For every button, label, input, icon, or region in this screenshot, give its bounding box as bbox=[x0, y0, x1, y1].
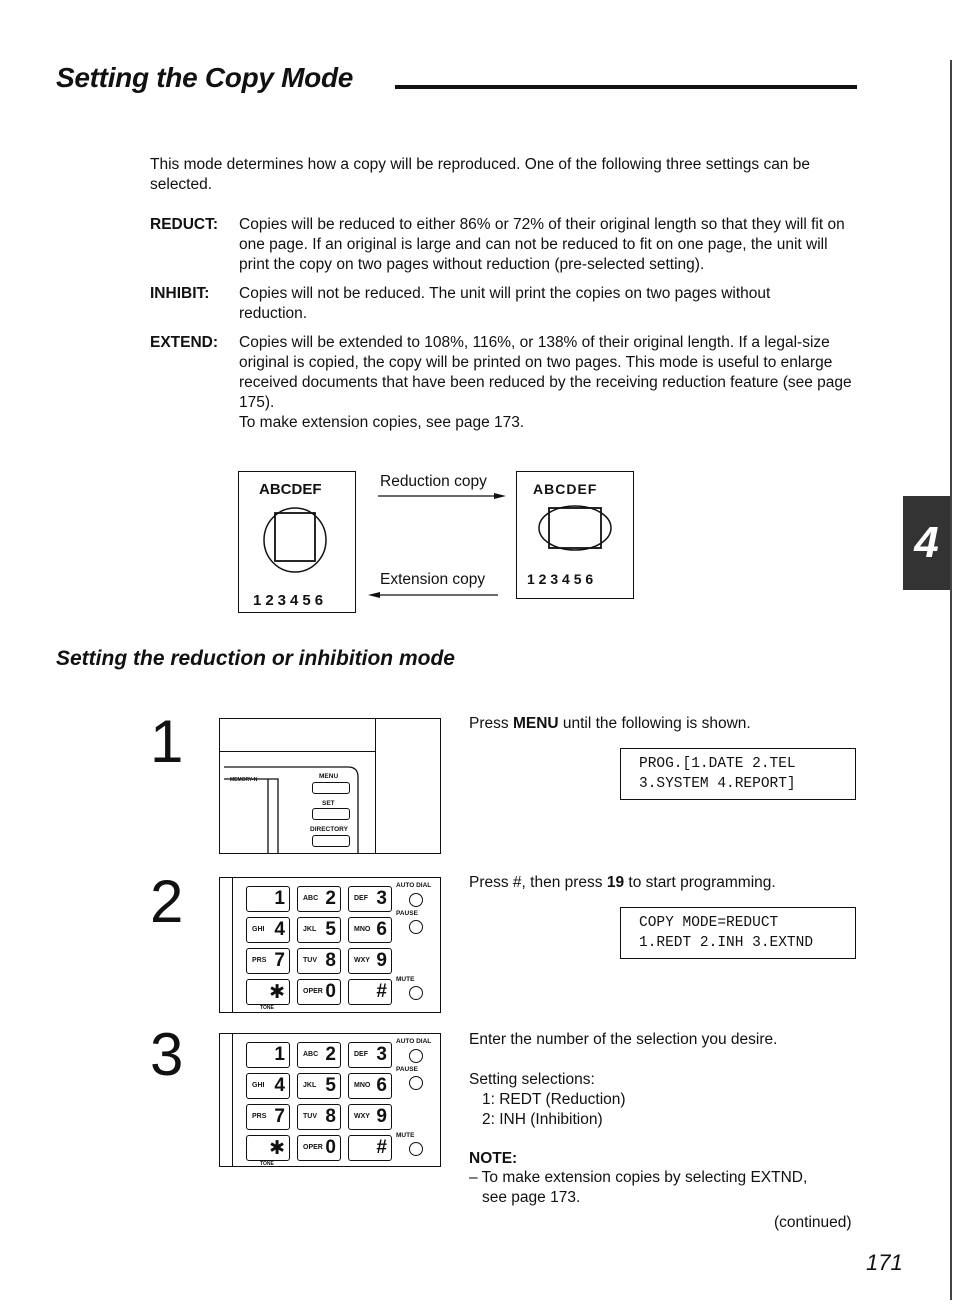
keypad-figure-step-2 bbox=[219, 877, 441, 1013]
key-digit: 8 bbox=[325, 950, 336, 971]
key-digit: ✱ bbox=[269, 982, 285, 1003]
chapter-tab: 4 bbox=[903, 496, 950, 590]
keypad-key[interactable] bbox=[297, 948, 341, 974]
key-letters: JKL bbox=[303, 926, 317, 933]
keypad-key[interactable] bbox=[246, 948, 290, 974]
mode-label-extend: EXTEND: bbox=[150, 334, 219, 351]
key-digit: 7 bbox=[274, 950, 285, 971]
control-panel-figure bbox=[219, 718, 441, 854]
key-digit: 0 bbox=[325, 1137, 336, 1158]
step-1-instruction: Press MENU until the following is shown. bbox=[469, 715, 751, 732]
key-letters: PRS bbox=[252, 1113, 267, 1120]
auto-dial-label: AUTO DIAL bbox=[396, 1038, 432, 1045]
mute-label: MUTE bbox=[396, 1132, 415, 1139]
directory-button[interactable] bbox=[312, 835, 350, 847]
title-rule bbox=[395, 85, 857, 89]
keypad-key[interactable] bbox=[297, 917, 341, 943]
key-digit: # bbox=[376, 1137, 387, 1158]
keypad-key[interactable] bbox=[348, 1042, 392, 1068]
auto-dial-label: AUTO DIAL bbox=[396, 882, 432, 889]
section-subtitle: Setting the reduction or inhibition mode bbox=[56, 647, 455, 670]
keypad-key[interactable] bbox=[348, 979, 392, 1005]
key-letters: PRS bbox=[252, 957, 267, 964]
pause-label: PAUSE bbox=[396, 1066, 418, 1073]
extension-label: Extension copy bbox=[380, 571, 486, 588]
keypad-key[interactable] bbox=[348, 1104, 392, 1130]
key-letters: DEF bbox=[354, 1051, 368, 1058]
keypad-key[interactable] bbox=[246, 917, 290, 943]
reduction-label: Reduction copy bbox=[380, 473, 487, 490]
setting-option-1: 1: REDT (Reduction) bbox=[482, 1091, 626, 1108]
key-letters: GHI bbox=[252, 926, 265, 933]
keypad-key[interactable] bbox=[246, 1135, 290, 1161]
pause-button[interactable] bbox=[409, 1076, 423, 1090]
step-number-1: 1 bbox=[150, 708, 184, 775]
key-letters: TUV bbox=[303, 957, 317, 964]
page-number: 171 bbox=[866, 1250, 903, 1275]
key-digit: 9 bbox=[376, 950, 387, 971]
key-digit: 5 bbox=[325, 1075, 336, 1096]
original-image-shape bbox=[261, 506, 331, 576]
key-digit: 1 bbox=[274, 888, 285, 909]
key-digit: 6 bbox=[376, 1075, 387, 1096]
key-letters: MNO bbox=[354, 926, 371, 933]
original-top-text: ABCDEF bbox=[259, 481, 322, 498]
keypad-edge bbox=[232, 878, 233, 1012]
reduction-arrow bbox=[378, 490, 508, 502]
keypad-key[interactable] bbox=[297, 1104, 341, 1130]
key-letters: OPER bbox=[303, 1144, 323, 1151]
mode-label-inhibit: INHIBIT: bbox=[150, 285, 210, 302]
key-letters: WXY bbox=[354, 957, 370, 964]
mode-text-extend: Copies will be extended to 108%, 116%, or 138% of their original length. If a legal-size original is copied, the copy will be printed on two pages. This mode is useful to enlarge received documents that have been reduced by the receiving reduction feature (see page 175). bbox=[239, 334, 852, 411]
menu-button[interactable] bbox=[312, 782, 350, 794]
keypad-edge bbox=[232, 1034, 233, 1166]
keypad-key[interactable] bbox=[297, 886, 341, 912]
setting-option-2: 2: INH (Inhibition) bbox=[482, 1111, 603, 1128]
set-button[interactable] bbox=[312, 808, 350, 820]
keypad-key[interactable] bbox=[348, 886, 392, 912]
note-text: – To make extension copies by selecting EXTND, bbox=[469, 1169, 808, 1186]
mute-label: MUTE bbox=[396, 976, 415, 983]
auto-dial-button[interactable] bbox=[409, 893, 423, 907]
mode-label-reduct: REDUCT: bbox=[150, 216, 219, 233]
intro-text: This mode determines how a copy will be reproduced. One of the following three settings can be selected. bbox=[150, 156, 810, 193]
mute-button[interactable] bbox=[409, 1142, 423, 1156]
key-digit: 7 bbox=[274, 1106, 285, 1127]
key-letters: ABC bbox=[303, 1051, 319, 1058]
keypad-key[interactable] bbox=[246, 1073, 290, 1099]
keypad-key[interactable] bbox=[297, 1073, 341, 1099]
key-digit: 2 bbox=[325, 1044, 336, 1065]
key-digit: 3 bbox=[376, 888, 387, 909]
step-number-2: 2 bbox=[150, 868, 184, 935]
mode-extend-extra: To make extension copies, see page 173. bbox=[239, 414, 525, 431]
step-number-3: 3 bbox=[150, 1021, 184, 1088]
keypad-key[interactable] bbox=[348, 1073, 392, 1099]
auto-dial-button[interactable] bbox=[409, 1049, 423, 1063]
extension-arrow bbox=[366, 589, 501, 601]
keypad-figure-step-3 bbox=[219, 1033, 441, 1167]
key-letters: GHI bbox=[252, 1082, 265, 1089]
original-page-figure bbox=[238, 471, 356, 613]
menu-label: MENU bbox=[319, 773, 339, 780]
note-text-2: see page 173. bbox=[482, 1189, 581, 1206]
directory-label: DIRECTORY bbox=[310, 826, 348, 833]
keypad-key[interactable] bbox=[297, 1042, 341, 1068]
reduced-image-shape bbox=[537, 504, 617, 554]
keypad-key[interactable] bbox=[246, 979, 290, 1005]
mode-text-inhibit: Copies will not be reduced. The unit will print the copies on two pages without reduction. bbox=[239, 285, 771, 322]
reduced-top-text: ABCDEF bbox=[533, 481, 598, 497]
key-letters: ABC bbox=[303, 895, 319, 902]
pause-button[interactable] bbox=[409, 920, 423, 934]
key-digit: 6 bbox=[376, 919, 387, 940]
keypad-key[interactable] bbox=[348, 917, 392, 943]
step-2-instruction: Press #, then press 19 to start programming. bbox=[469, 874, 776, 891]
keypad-key[interactable] bbox=[246, 886, 290, 912]
keypad-key[interactable] bbox=[348, 948, 392, 974]
page-title: Setting the Copy Mode bbox=[56, 62, 354, 93]
pause-label: PAUSE bbox=[396, 910, 418, 917]
key-digit: 0 bbox=[325, 981, 336, 1002]
settings-title: Setting selections: bbox=[469, 1071, 595, 1088]
key-letters: TUV bbox=[303, 1113, 317, 1120]
key-digit: 2 bbox=[325, 888, 336, 909]
key-letters: JKL bbox=[303, 1082, 317, 1089]
lcd-display-step-2: COPY MODE=REDUCT 1.REDT 2.INH 3.EXTND bbox=[620, 907, 856, 959]
key-digit: # bbox=[376, 981, 387, 1002]
original-bottom-text: 123456 bbox=[253, 592, 328, 609]
memory-label: MEMORY-N bbox=[230, 777, 258, 783]
tone-label: TONE bbox=[260, 1005, 274, 1011]
reduced-bottom-text: 1 2 3 4 5 6 bbox=[527, 571, 594, 587]
key-digit: 1 bbox=[274, 1044, 285, 1065]
key-letters: DEF bbox=[354, 895, 368, 902]
key-digit: ✱ bbox=[269, 1138, 285, 1159]
key-digit: 3 bbox=[376, 1044, 387, 1065]
key-letters: MNO bbox=[354, 1082, 371, 1089]
continued-label: (continued) bbox=[774, 1214, 852, 1231]
keypad-key[interactable] bbox=[297, 979, 341, 1005]
keypad-key[interactable] bbox=[246, 1104, 290, 1130]
key-digit: 4 bbox=[274, 919, 285, 940]
key-digit: 8 bbox=[325, 1106, 336, 1127]
reduced-page-figure bbox=[516, 471, 634, 599]
key-letters: OPER bbox=[303, 988, 323, 995]
key-digit: 5 bbox=[325, 919, 336, 940]
set-label: SET bbox=[322, 800, 335, 807]
mode-text-reduct: Copies will be reduced to either 86% or 72% of their original length so that they will fit on one page. If an original is large and can not be reduced to fit on one page, the unit will print the copy on two pages without reduction (pre-selected setting). bbox=[239, 216, 845, 273]
page-edge-line bbox=[950, 60, 952, 1300]
keypad-key[interactable] bbox=[246, 1042, 290, 1068]
key-digit: 4 bbox=[274, 1075, 285, 1096]
keypad-key[interactable] bbox=[348, 1135, 392, 1161]
key-letters: WXY bbox=[354, 1113, 370, 1120]
tone-label: TONE bbox=[260, 1161, 274, 1167]
step-3-instruction: Enter the number of the selection you desire. bbox=[469, 1031, 778, 1048]
mute-button[interactable] bbox=[409, 986, 423, 1000]
key-digit: 9 bbox=[376, 1106, 387, 1127]
lcd-display-step-1: PROG.[1.DATE 2.TEL 3.SYSTEM 4.REPORT] bbox=[620, 748, 856, 800]
keypad-key[interactable] bbox=[297, 1135, 341, 1161]
note-title: NOTE: bbox=[469, 1150, 518, 1167]
